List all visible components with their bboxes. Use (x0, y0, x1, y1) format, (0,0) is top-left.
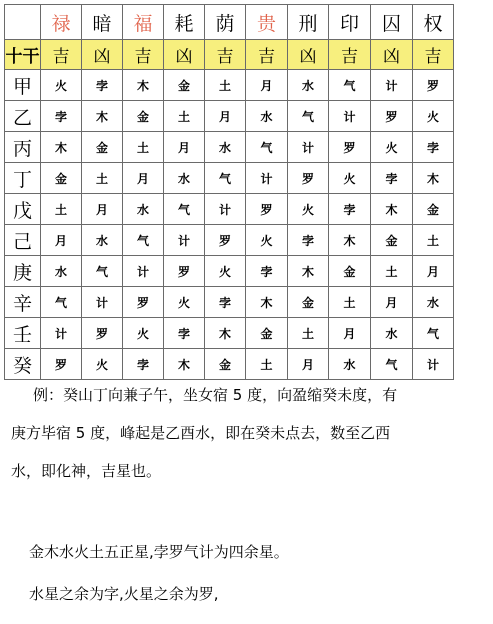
star-cell: 金 (246, 318, 288, 349)
luck-cell: 凶 (288, 40, 329, 70)
table-row (5, 132, 454, 163)
star-cell: 月 (205, 101, 246, 132)
star-cell: 金 (329, 256, 371, 287)
star-cell: 孛 (246, 256, 288, 287)
stem-cell: 庚 (5, 256, 41, 287)
star-cell: 土 (329, 287, 371, 318)
star-cell: 水 (246, 101, 288, 132)
star-cell: 孛 (413, 132, 454, 163)
star-cell: 月 (413, 256, 454, 287)
star-cell: 月 (123, 163, 164, 194)
star-cell: 孛 (164, 318, 205, 349)
star-cell: 金 (413, 194, 454, 225)
table-row (5, 349, 454, 380)
star-table-wrapper (4, 4, 443, 377)
star-cell: 木 (205, 318, 246, 349)
star-cell: 孛 (41, 101, 82, 132)
stem-cell: 丙 (5, 132, 41, 163)
star-cell: 孛 (329, 194, 371, 225)
star-cell: 孛 (82, 70, 123, 101)
star-cell: 气 (82, 256, 123, 287)
example-line-2: 庚方毕宿 5 度，峰起是乙酉水，即在癸未点去，数至乙西 (11, 424, 391, 442)
star-cell: 月 (41, 225, 82, 256)
star-cell: 气 (246, 132, 288, 163)
star-cell: 罗 (413, 70, 454, 101)
luck-cell: 吉 (123, 40, 164, 70)
corner-label: 十干 (5, 40, 41, 70)
star-cell: 罗 (246, 194, 288, 225)
stars-paragraph (0, 540, 493, 624)
star-cell: 计 (205, 194, 246, 225)
ten-stems-star-table (4, 4, 454, 380)
star-cell: 罗 (371, 101, 413, 132)
star-cell: 气 (41, 287, 82, 318)
star-cell: 罗 (205, 225, 246, 256)
star-cell: 火 (82, 349, 123, 380)
star-cell: 月 (329, 318, 371, 349)
stem-cell: 戊 (5, 194, 41, 225)
star-cell: 计 (329, 101, 371, 132)
star-cell: 木 (288, 256, 329, 287)
star-cell: 孛 (288, 225, 329, 256)
stem-cell: 癸 (5, 349, 41, 380)
star-cell: 水 (164, 163, 205, 194)
star-cell: 孛 (205, 287, 246, 318)
star-cell: 罗 (82, 318, 123, 349)
star-cell: 火 (205, 256, 246, 287)
star-cell: 木 (371, 194, 413, 225)
stem-cell: 己 (5, 225, 41, 256)
star-cell: 土 (205, 70, 246, 101)
star-cell: 计 (246, 163, 288, 194)
star-cell: 水 (329, 349, 371, 380)
table-row (5, 101, 454, 132)
header-cell: 权 (413, 5, 454, 40)
header-cell: 暗 (82, 5, 123, 40)
star-cell: 孛 (371, 163, 413, 194)
table-row (5, 70, 454, 101)
table-row (5, 194, 454, 225)
star-cell: 金 (371, 225, 413, 256)
stars-line-1: 金木水火土五正星,孛罗气计为四余星。 (29, 543, 289, 561)
luck-cell: 吉 (413, 40, 454, 70)
star-cell: 气 (413, 318, 454, 349)
luck-cell: 吉 (41, 40, 82, 70)
stem-cell: 丁 (5, 163, 41, 194)
star-cell: 木 (413, 163, 454, 194)
stem-cell: 乙 (5, 101, 41, 132)
star-cell: 气 (288, 101, 329, 132)
stars-line-2: 水星之余为字,火星之余为罗, (29, 585, 219, 603)
star-cell: 火 (371, 132, 413, 163)
header-cell: 贵 (246, 5, 288, 40)
star-cell: 火 (41, 70, 82, 101)
star-cell: 罗 (41, 349, 82, 380)
stem-cell: 壬 (5, 318, 41, 349)
star-cell: 金 (205, 349, 246, 380)
star-cell: 气 (205, 163, 246, 194)
star-cell: 金 (164, 70, 205, 101)
header-cell: 耗 (164, 5, 205, 40)
luck-cell: 凶 (82, 40, 123, 70)
luck-cell: 吉 (246, 40, 288, 70)
luck-row (5, 40, 454, 70)
table-row (5, 256, 454, 287)
stem-cell: 甲 (5, 70, 41, 101)
luck-cell: 吉 (205, 40, 246, 70)
table-row (5, 318, 454, 349)
star-cell: 月 (371, 287, 413, 318)
star-cell: 水 (205, 132, 246, 163)
star-cell: 计 (123, 256, 164, 287)
star-cell: 火 (164, 287, 205, 318)
table-row (5, 163, 454, 194)
star-cell: 土 (288, 318, 329, 349)
star-cell: 孛 (123, 349, 164, 380)
header-cell: 印 (329, 5, 371, 40)
star-cell: 罗 (164, 256, 205, 287)
star-cell: 火 (288, 194, 329, 225)
star-cell: 月 (82, 194, 123, 225)
star-cell: 土 (82, 163, 123, 194)
star-cell: 木 (123, 70, 164, 101)
star-cell: 计 (82, 287, 123, 318)
star-cell: 金 (123, 101, 164, 132)
star-cell: 土 (41, 194, 82, 225)
header-row (5, 5, 454, 40)
star-cell: 罗 (329, 132, 371, 163)
star-cell: 计 (164, 225, 205, 256)
star-cell: 火 (413, 101, 454, 132)
header-cell: 禄 (41, 5, 82, 40)
star-cell: 木 (164, 349, 205, 380)
star-cell: 气 (123, 225, 164, 256)
corner-empty (5, 5, 41, 40)
header-cell: 囚 (371, 5, 413, 40)
star-cell: 水 (413, 287, 454, 318)
header-cell: 刑 (288, 5, 329, 40)
star-cell: 土 (123, 132, 164, 163)
stem-cell: 辛 (5, 287, 41, 318)
star-cell: 水 (371, 318, 413, 349)
star-cell: 土 (246, 349, 288, 380)
example-line-1: 例：癸山丁向兼子午，坐女宿 5 度，向盈缩癸未度，有 (33, 386, 398, 404)
star-cell: 火 (123, 318, 164, 349)
example-line-3: 水，即化神，吉星也。 (11, 462, 162, 480)
star-cell: 气 (371, 349, 413, 380)
luck-cell: 吉 (329, 40, 371, 70)
header-cell: 福 (123, 5, 164, 40)
star-cell: 土 (164, 101, 205, 132)
star-cell: 气 (164, 194, 205, 225)
star-cell: 水 (41, 256, 82, 287)
header-cell: 荫 (205, 5, 246, 40)
star-cell: 罗 (288, 163, 329, 194)
star-cell: 计 (413, 349, 454, 380)
star-cell: 水 (82, 225, 123, 256)
star-cell: 计 (288, 132, 329, 163)
star-cell: 气 (329, 70, 371, 101)
star-cell: 月 (288, 349, 329, 380)
star-cell: 月 (164, 132, 205, 163)
star-cell: 金 (41, 163, 82, 194)
star-cell: 金 (82, 132, 123, 163)
table-row (5, 225, 454, 256)
star-cell: 水 (123, 194, 164, 225)
star-cell: 水 (288, 70, 329, 101)
star-cell: 火 (329, 163, 371, 194)
star-cell: 木 (246, 287, 288, 318)
star-cell: 土 (413, 225, 454, 256)
star-cell: 土 (371, 256, 413, 287)
star-cell: 木 (82, 101, 123, 132)
star-cell: 金 (288, 287, 329, 318)
table-row (5, 287, 454, 318)
star-cell: 罗 (123, 287, 164, 318)
star-cell: 木 (41, 132, 82, 163)
star-cell: 月 (246, 70, 288, 101)
example-paragraph (0, 382, 493, 496)
star-cell: 木 (329, 225, 371, 256)
luck-cell: 凶 (164, 40, 205, 70)
star-cell: 计 (41, 318, 82, 349)
star-cell: 火 (246, 225, 288, 256)
star-cell: 计 (371, 70, 413, 101)
luck-cell: 凶 (371, 40, 413, 70)
